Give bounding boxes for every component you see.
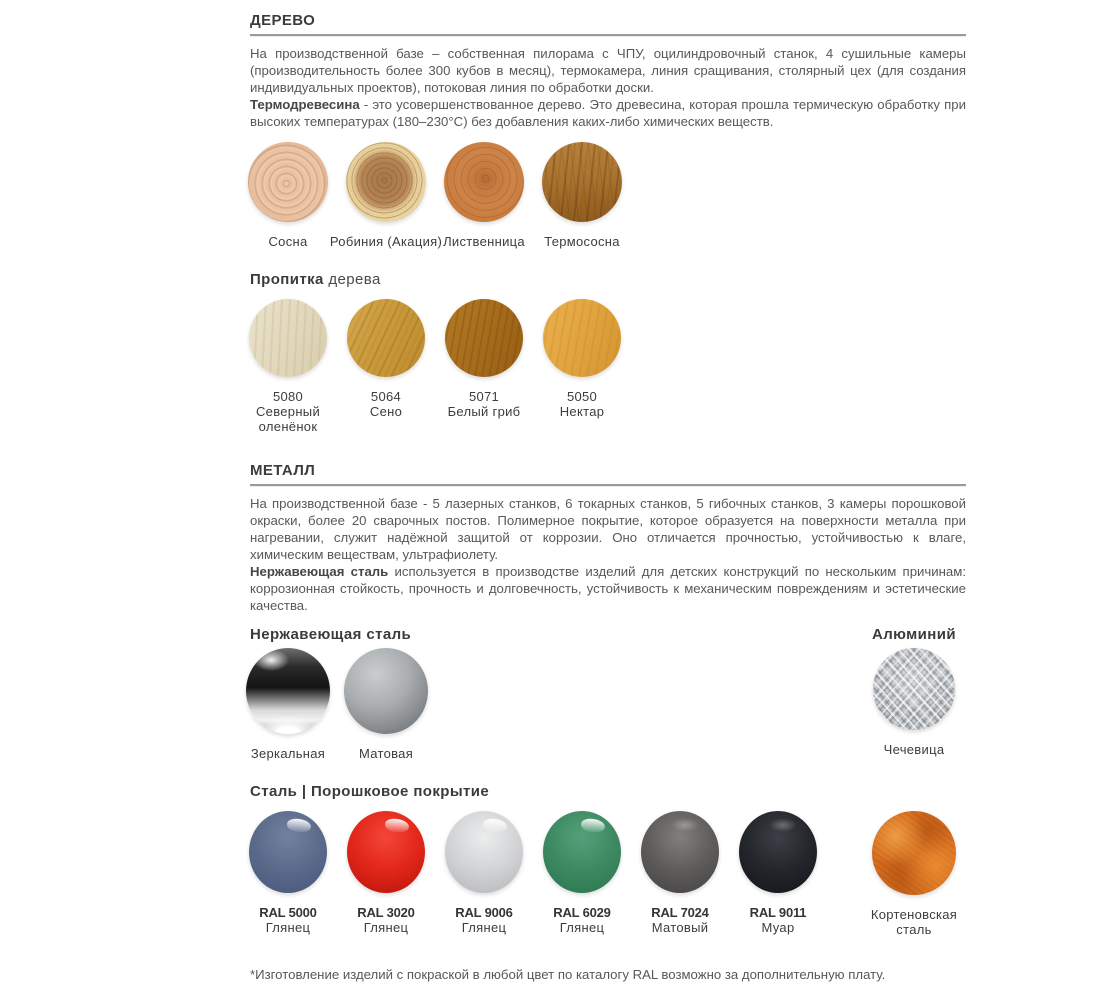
steel-finish-label: Матовая: [358, 746, 414, 761]
ral-label: [750, 905, 807, 935]
wood-species-label: Сосна: [268, 234, 308, 249]
impregnation-item-5064: [337, 299, 435, 419]
ral-finish: Матовый: [651, 920, 709, 935]
powder-item-ral9006: [435, 811, 533, 935]
impregnation-item-5050: [533, 299, 631, 419]
catalog-page: [250, 0, 966, 995]
wood-intro-paragraph: На производственной базе – собственная пилорама с ЧПУ, оцилиндровочный станок, 4 сушильные камеры (производительность более 300 кубов в месяц), термокамера, линия сращивания, столярный цех (для создания индивидуальных проектов), потоковая линия по обработки доски.: [250, 46, 966, 95]
stainless-title: Нержавеющая сталь: [250, 626, 412, 643]
metal-intro-paragraph: На производственной базе - 5 лазерных станков, 6 токарных станков, 5 гибочных станков, 3 камеры порошковой окраски, более 20 сварочных постов. Полимерное покрытие, которое образуется на поверхности металла при нагревании, служит надёжной защитой от коррозии. Оно отличается прочностью, устойчивостью к влаге, химическим веществам, ультрафиолету.: [250, 496, 966, 562]
wood-species-label: Лиственница: [443, 234, 525, 249]
wood-species-row: [239, 142, 966, 249]
thermowood-text: - это усовершенствованное дерево. Это древесина, которая прошла термическую обработку при высоких температурах (180–230°С) без добавления каких-либо химических веществ.: [250, 97, 966, 129]
powder-item-ral5000: [239, 811, 337, 935]
impregnation-row: [239, 299, 966, 434]
tint-5050-swatch: [543, 299, 621, 377]
powder-item-ral3020: [337, 811, 435, 935]
steel-headings-row: [250, 626, 966, 643]
checker-plate-swatch: [873, 648, 955, 730]
aluminium-finish-label: Чечевица: [883, 742, 945, 757]
ral-finish: Глянец: [265, 920, 311, 935]
impregnation-title-light: дерева: [328, 271, 381, 288]
robinia-slice-swatch: [346, 142, 426, 222]
stainless-matte: [337, 648, 435, 761]
corten-steel-swatch: [872, 811, 956, 895]
tint-5071-swatch: [445, 299, 523, 377]
ral-finish: Глянец: [559, 920, 605, 935]
ral-code: RAL 9006: [455, 905, 513, 920]
impregnation-title-strong: Пропитка: [250, 271, 324, 288]
matte-steel-swatch: [344, 648, 428, 734]
powder-coating-title: Сталь | Порошковое покрытие: [250, 783, 490, 800]
stainless-lead: Нержавеющая сталь: [250, 564, 389, 579]
tint-code: 5050: [566, 389, 598, 404]
ral-5000-swatch: [249, 811, 327, 893]
tint-5080-swatch: [249, 299, 327, 377]
wood-species-robinia: [329, 142, 443, 249]
ral-finish: Муар: [761, 920, 795, 935]
powder-coating-row: [239, 811, 966, 937]
tint-name: Нектар: [559, 404, 605, 419]
tint-code: 5064: [370, 389, 402, 404]
ral-code: RAL 7024: [651, 905, 709, 920]
thermowood-lead: Термодревесина: [250, 97, 360, 112]
impregnation-title: [250, 271, 966, 288]
powder-item-ral7024: [631, 811, 729, 935]
powder-item-corten: [862, 811, 966, 937]
ral-6029-swatch: [543, 811, 621, 893]
tint-name: Белый гриб: [447, 404, 521, 419]
wood-species-label: Робиния (Акация): [329, 234, 443, 249]
stainless-mirror: [239, 648, 337, 761]
aluminium-checker: [862, 648, 966, 757]
ral-label: [651, 905, 708, 935]
tint-label: [239, 389, 337, 434]
wood-species-label: Термососна: [544, 234, 620, 249]
section-divider: [250, 34, 966, 36]
tint-label: [448, 389, 521, 419]
stainless-paragraph: [250, 563, 966, 614]
wood-section-title: ДЕРЕВО: [250, 12, 316, 29]
impregnation-item-5071: [435, 299, 533, 419]
steel-finish-label: Зеркальная: [250, 746, 326, 761]
thermopine-slice-swatch: [542, 142, 622, 222]
impregnation-item-5080: [239, 299, 337, 434]
ral-7024-swatch: [641, 811, 719, 893]
aluminium-title: Алюминий: [872, 626, 956, 643]
larch-slice-swatch: [444, 142, 524, 222]
ral-label: [357, 905, 414, 935]
wood-species-thermopine: [533, 142, 631, 249]
corten-label: Кортеновская сталь: [870, 907, 958, 937]
wood-species-larch: [435, 142, 533, 249]
ral-code: RAL 9011: [749, 905, 807, 920]
tint-code: 5071: [468, 389, 500, 404]
ral-code: RAL 6029: [553, 905, 611, 920]
tint-code: 5080: [272, 389, 304, 404]
ral-code: RAL 5000: [259, 905, 317, 920]
ral-9011-swatch: [739, 811, 817, 893]
pine-slice-swatch: [248, 142, 328, 222]
tint-label: [560, 389, 605, 419]
ral-label: [455, 905, 512, 935]
tint-label: [370, 389, 402, 419]
ral-finish: Глянец: [363, 920, 409, 935]
tint-name: Северный оленёнок: [255, 404, 321, 434]
mirror-steel-swatch: [246, 648, 330, 734]
ral-finish: Глянец: [461, 920, 507, 935]
wood-species-pine: [239, 142, 337, 249]
stainless-text: используется в производстве изделий для детских конструкций по нескольким причинам: коррозионная стойкость, прочность и долговечность, устойчивость к механическим повреждениям и эстетические качества.: [250, 564, 966, 613]
ral-label: [259, 905, 316, 935]
ral-label: [553, 905, 610, 935]
ral-footnote: *Изготовление изделий с покраской в любой цвет по каталогу RAL возможно за дополнительную плату.: [250, 967, 886, 982]
thermowood-paragraph: [250, 96, 966, 130]
stainless-row: [239, 648, 966, 761]
powder-item-ral6029: [533, 811, 631, 935]
section-divider: [250, 484, 966, 486]
ral-9006-swatch: [445, 811, 523, 893]
ral-3020-swatch: [347, 811, 425, 893]
tint-name: Сено: [369, 404, 403, 419]
powder-item-ral9011: [729, 811, 827, 935]
tint-5064-swatch: [347, 299, 425, 377]
metal-section-title: МЕТАЛЛ: [250, 462, 316, 479]
ral-code: RAL 3020: [357, 905, 415, 920]
